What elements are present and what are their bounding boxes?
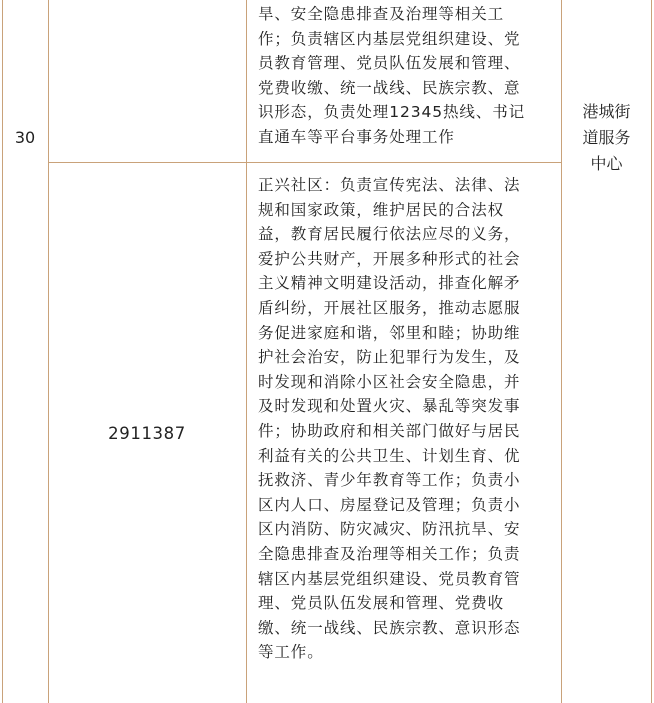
unit-name-line: 港城街 [582, 102, 631, 121]
text-line: 辖区内基层党组织建设、党员教育管 [258, 569, 521, 588]
text-line: 区内消防、防灾减灾、防汛抗旱、安 [258, 520, 521, 539]
text-line: 正兴社区：负责宣传宪法、法律、法 [258, 176, 521, 194]
unit-name-line: 中心 [590, 154, 623, 173]
responsibilities-text-top [258, 2, 525, 150]
text-line: 件；协助政府和相关部门做好与居民 [258, 421, 521, 440]
text-line: 利益有关的公共卫生、计划生育、优 [258, 446, 521, 465]
text-line: 益，教育居民履行依法应尽的义务， [258, 225, 521, 244]
phone-number: 2911387 [108, 424, 186, 443]
table-border-left [2, 0, 3, 703]
text-line: 盾纠纷，开展社区服务，推动志愿服 [258, 298, 521, 317]
unit-name [562, 99, 651, 177]
text-line: 主义精神文明建设活动，排查化解矛 [258, 274, 521, 293]
text-line: 直通车等平台事务处理工作 [258, 127, 455, 146]
text-line: 时发现和消除小区社会安全隐患，并 [258, 372, 521, 391]
text-line: 爱护公共财产，开展多种形式的社会 [258, 249, 521, 268]
text-line: 作；负责辖区内基层党组织建设、党 [258, 29, 521, 48]
text-line: 规和国家政策，维护居民的合法权 [258, 200, 505, 219]
table-border-right [651, 0, 652, 703]
text-line: 及时发现和处置火灾、暴乱等突发事 [258, 397, 521, 416]
column-divider-2 [246, 0, 247, 703]
text-line: 识形态，负责处理12345热线、书记 [258, 103, 526, 122]
text-line: 区内人口、房屋登记及管理；负责小 [258, 495, 521, 514]
text-line: 务促进家庭和谐，邻里和睦；协助维 [258, 323, 521, 342]
column-divider-1 [48, 0, 49, 703]
text-line: 旱、安全隐患排查及治理等相关工 [258, 5, 505, 23]
row-number: 30 [14, 128, 36, 147]
text-line: 缴、统一战线、民族宗教、意识形态 [258, 618, 521, 637]
row-divider [48, 162, 562, 163]
unit-name-line: 道服务 [582, 128, 631, 147]
text-line: 全隐患排查及治理等相关工作；负责 [258, 544, 521, 563]
text-line: 员教育管理、党员队伍发展和管理、 [258, 54, 521, 73]
text-line: 等工作。 [258, 643, 324, 662]
text-line: 党费收缴、统一战线、民族宗教、意 [258, 78, 521, 97]
responsibilities-text-zhengxing [258, 173, 520, 665]
text-line: 理、党员队伍发展和管理、党费收 [258, 594, 505, 613]
text-line: 抚救济、青少年教育等工作；负责小 [258, 471, 521, 490]
text-line: 护社会治安，防止犯罪行为发生，及 [258, 348, 521, 367]
